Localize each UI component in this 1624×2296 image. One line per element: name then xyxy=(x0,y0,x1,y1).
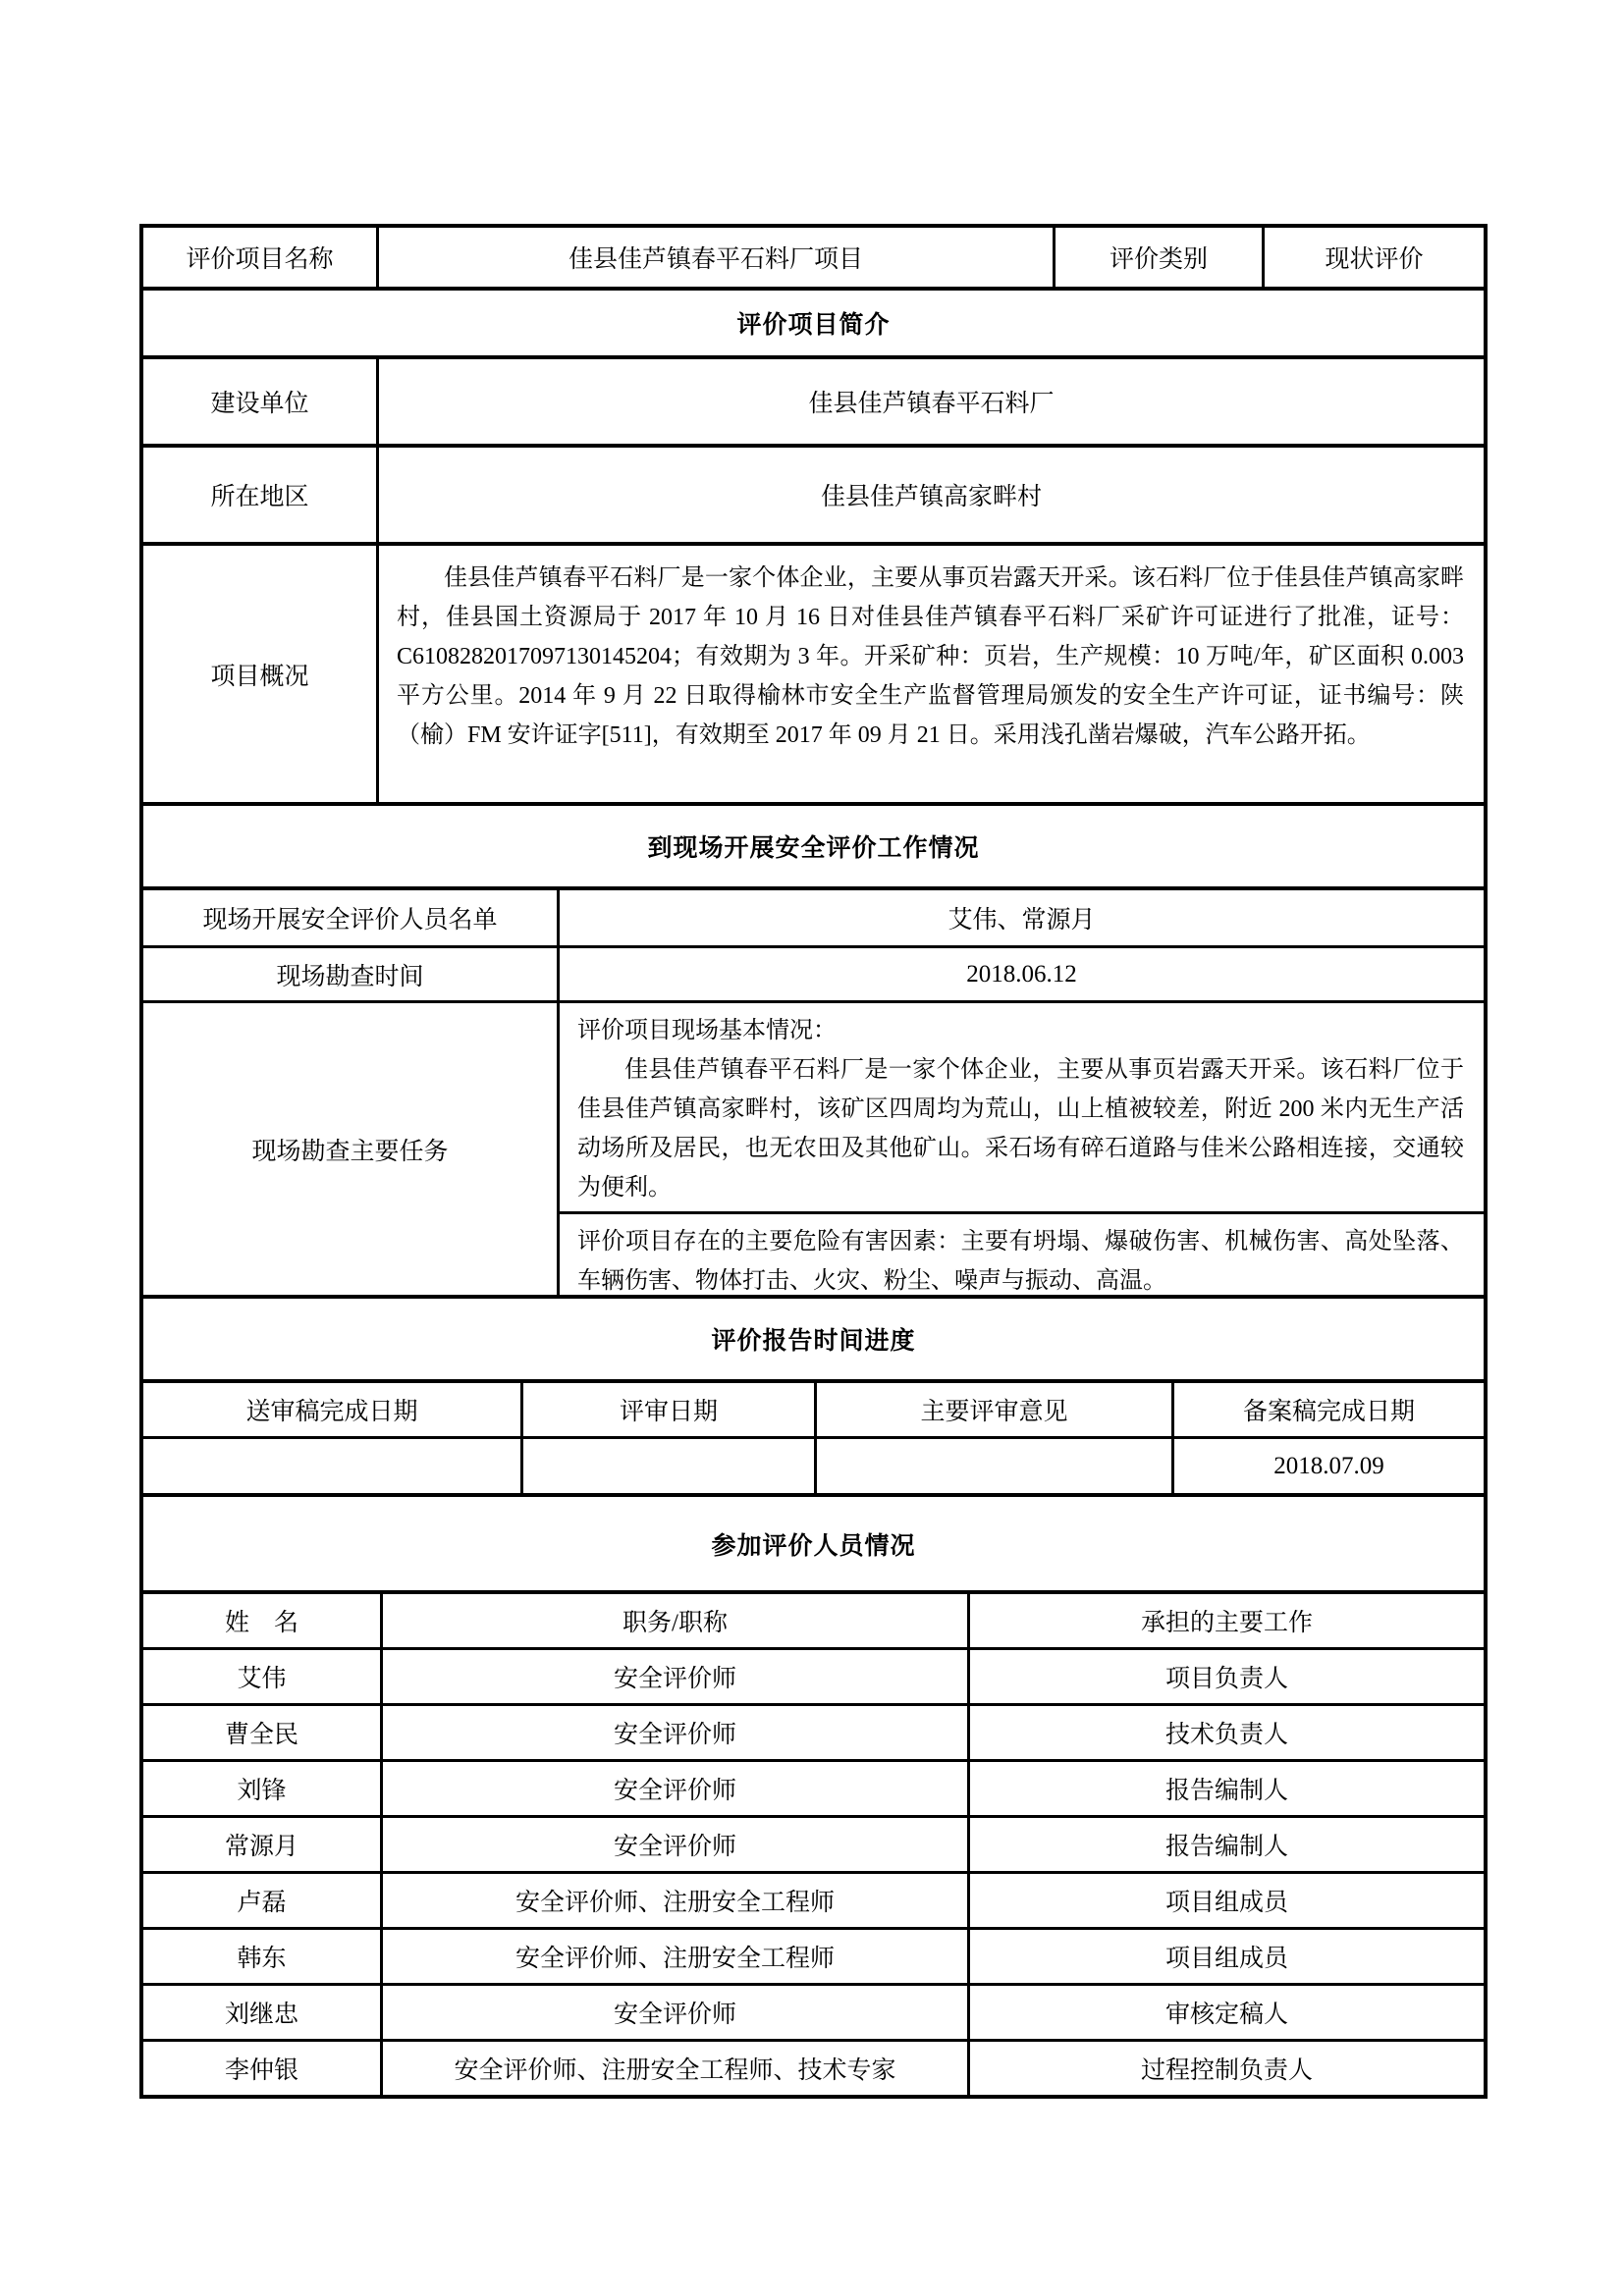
person-role: 技术负责人 xyxy=(967,1706,1484,1759)
site-basic-conditions-heading: 评价项目现场基本情况： xyxy=(577,1018,837,1043)
person-title: 安全评价师、注册安全工程师 xyxy=(380,1930,967,1983)
schedule-header-cell: 评审日期 xyxy=(520,1383,814,1436)
builder-row xyxy=(143,355,1484,444)
schedule-header-row xyxy=(143,1379,1484,1436)
header-row xyxy=(143,228,1484,287)
person-name: 常源月 xyxy=(224,1834,298,1860)
survey-task-row xyxy=(143,1000,1484,1295)
survey-date-label: 现场勘查时间 xyxy=(276,963,424,990)
schedule-value-row xyxy=(143,1436,1484,1493)
person-role: 审核定稿人 xyxy=(967,1986,1484,2039)
location-label: 所在地区 xyxy=(210,484,309,510)
section-title-site-work: 到现场开展安全评价工作情况 xyxy=(647,835,980,862)
schedule-header-cell: 送审稿完成日期 xyxy=(245,1399,418,1425)
overview-row xyxy=(143,542,1484,802)
person-title: 安全评价师 xyxy=(380,1818,967,1871)
personnel-row xyxy=(143,2039,1484,2095)
evaluation-summary-table xyxy=(139,224,1488,2099)
person-role: 项目组成员 xyxy=(967,1930,1484,1983)
section-title-schedule: 评价报告时间进度 xyxy=(711,1328,916,1355)
person-role: 项目组成员 xyxy=(967,1874,1484,1927)
personnel-row xyxy=(143,1759,1484,1815)
person-name: 韩东 xyxy=(237,1946,287,1972)
person-title: 安全评价师、注册安全工程师、技术专家 xyxy=(380,2042,967,2095)
person-title: 安全评价师、注册安全工程师 xyxy=(380,1874,967,1927)
person-role: 项目负责人 xyxy=(967,1650,1484,1703)
overview-label: 项目概况 xyxy=(210,663,309,690)
eval-type-label: 评价类别 xyxy=(1053,228,1262,287)
person-name: 李仲银 xyxy=(224,2057,298,2084)
builder-label: 建设单位 xyxy=(210,391,309,417)
hazard-factors-text: 评价项目存在的主要危险有害因素：主要有坍塌、爆破伤害、机械伤害、高处坠落、车辆伤害、物体打击、火灾、粉尘、噪声与振动、高温。 xyxy=(560,1211,1484,1295)
site-basic-conditions-body: 佳县佳芦镇春平石料厂是一家个体企业，主要从事页岩露天开采。该石料厂位于佳县佳芦镇高家畔村，该矿区四周均为荒山，山上植被较差，附近 200 米内无生产活动场所及居民，也无农田及其他矿山。采石场有碎石道路与佳米公路相连接，交通较为便利。 xyxy=(577,1057,1464,1201)
person-name: 刘继忠 xyxy=(224,2002,298,2028)
section-title-row xyxy=(143,287,1484,355)
location-row xyxy=(143,444,1484,542)
schedule-header-cell: 主要评审意见 xyxy=(814,1383,1171,1436)
builder-value: 佳县佳芦镇春平石料厂 xyxy=(376,359,1484,444)
survey-task-label: 现场勘查主要任务 xyxy=(251,1138,449,1165)
eval-type-value: 现状评价 xyxy=(1262,228,1484,287)
person-title: 安全评价师 xyxy=(380,1762,967,1815)
overview-text: 佳县佳芦镇春平石料厂是一家个体企业，主要从事页岩露天开采。该石料厂位于佳县佳芦镇高家畔村，佳县国土资源局于 2017 年 10 月 16 日对佳县佳芦镇春平石料厂采矿许可证进行了批准，证号：C6108282017097130145204；有效期为 3 年。开采矿种：页岩，生产规模：10 万吨/年，矿区面积 0.003 平方公里。2014 年 9 月 22 日取得榆林市安全生产监督管理局颁发的安全生产许可证，证书编号：陕（榆）FM 安许证字[511]，有效期至 2017 年 09 月 21 日。采用浅孔凿岩爆破，汽车公路开拓。 xyxy=(376,546,1484,802)
site-staff-value: 艾伟、常源月 xyxy=(557,890,1484,945)
schedule-value-cell xyxy=(520,1439,814,1493)
personnel-row xyxy=(143,1871,1484,1927)
personnel-header-row xyxy=(143,1590,1484,1647)
schedule-value-cell xyxy=(814,1439,1171,1493)
location-value: 佳县佳芦镇高家畔村 xyxy=(376,448,1484,542)
personnel-row xyxy=(143,1647,1484,1703)
schedule-value-cell xyxy=(143,1439,520,1493)
section-title-personnel: 参加评价人员情况 xyxy=(711,1532,916,1560)
person-title: 安全评价师 xyxy=(380,1706,967,1759)
personnel-header-role: 承担的主要工作 xyxy=(967,1594,1484,1647)
site-basic-conditions xyxy=(560,1003,1484,1211)
project-name-value: 佳县佳芦镇春平石料厂项目 xyxy=(376,228,1053,287)
survey-date-row xyxy=(143,945,1484,1000)
personnel-row xyxy=(143,1927,1484,1983)
person-name: 卢磊 xyxy=(237,1890,287,1916)
person-role: 过程控制负责人 xyxy=(967,2042,1484,2095)
site-staff-label: 现场开展安全评价人员名单 xyxy=(202,907,498,934)
section-title-intro: 评价项目简介 xyxy=(736,312,891,339)
survey-date-value: 2018.06.12 xyxy=(557,948,1484,1000)
personnel-row xyxy=(143,1815,1484,1871)
section-title-row xyxy=(143,802,1484,886)
person-title: 安全评价师 xyxy=(380,1650,967,1703)
person-role: 报告编制人 xyxy=(967,1762,1484,1815)
person-name: 艾伟 xyxy=(237,1666,287,1692)
survey-task-content xyxy=(557,1003,1484,1295)
person-name: 曹全民 xyxy=(224,1722,298,1748)
schedule-value-cell: 2018.07.09 xyxy=(1171,1439,1484,1493)
person-role: 报告编制人 xyxy=(967,1818,1484,1871)
personnel-header-name: 姓 名 xyxy=(224,1610,298,1636)
personnel-row xyxy=(143,1703,1484,1759)
project-name-label: 评价项目名称 xyxy=(186,246,334,273)
section-title-row xyxy=(143,1493,1484,1590)
section-title-row xyxy=(143,1295,1484,1379)
personnel-row xyxy=(143,1983,1484,2039)
site-staff-row xyxy=(143,886,1484,945)
person-title: 安全评价师 xyxy=(380,1986,967,2039)
personnel-header-title: 职务/职称 xyxy=(380,1594,967,1647)
person-name: 刘锋 xyxy=(237,1778,287,1804)
schedule-header-cell: 备案稿完成日期 xyxy=(1171,1383,1484,1436)
